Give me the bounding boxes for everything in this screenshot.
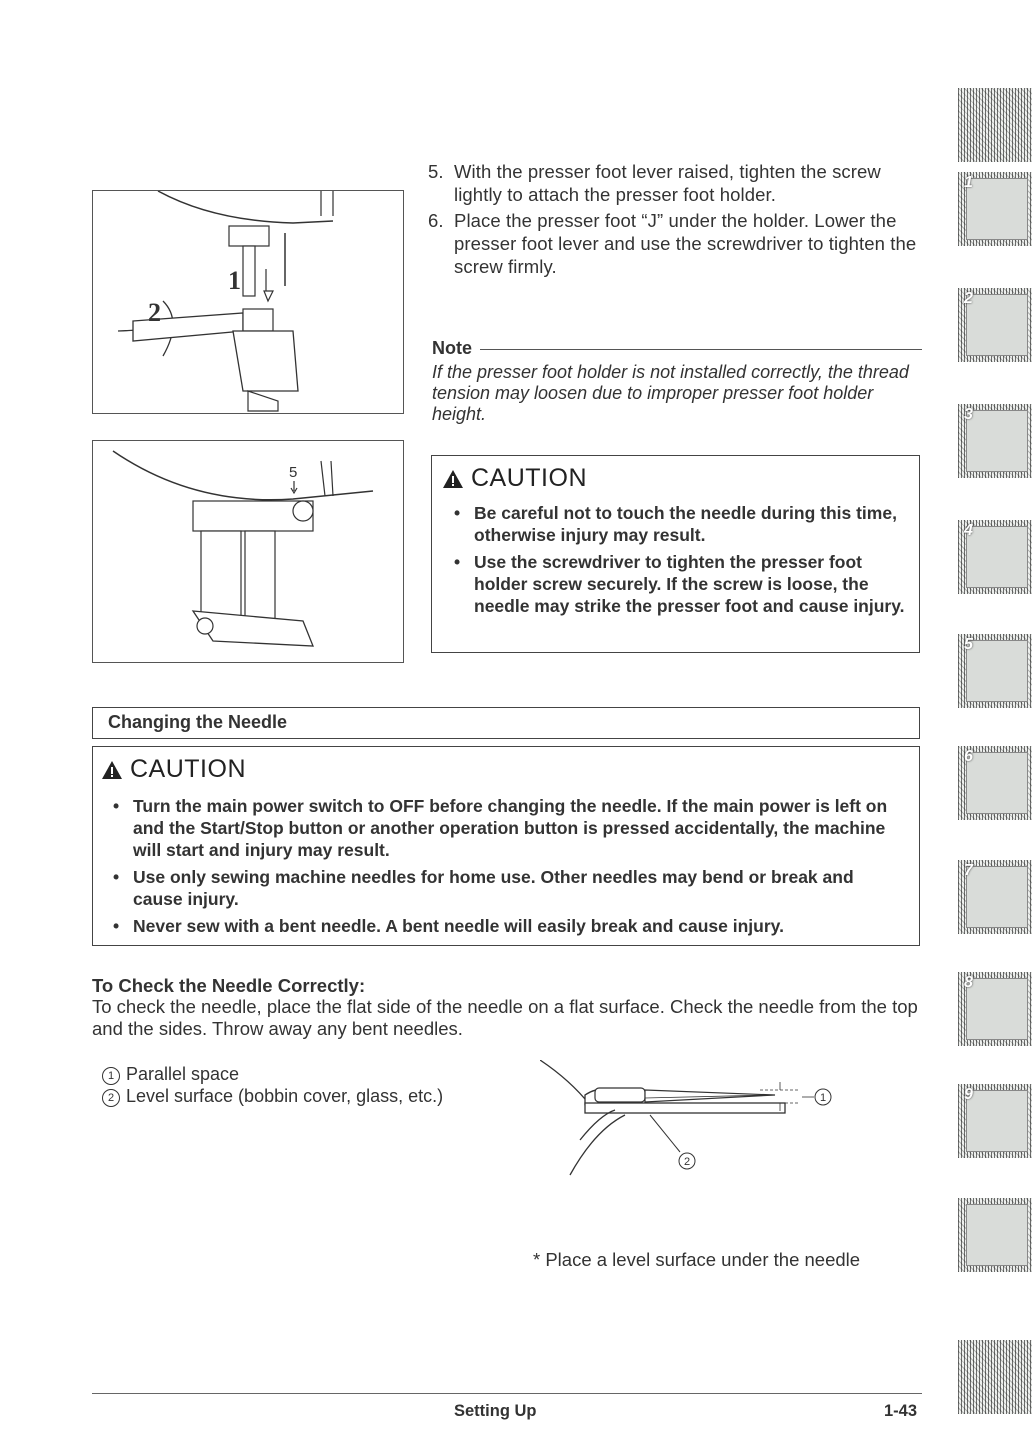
figure-attach-holder xyxy=(92,190,404,414)
caution-title-text: CAUTION xyxy=(471,464,587,492)
page-number: 1-43 xyxy=(884,1402,918,1420)
presser-foot-illustration xyxy=(93,441,403,662)
figure-legend xyxy=(102,1063,443,1107)
footer-section: Setting Up xyxy=(454,1402,537,1420)
tab-appendix[interactable] xyxy=(958,1198,1032,1272)
thread-spool-icon xyxy=(966,294,1028,356)
tab-number: 2 xyxy=(964,290,973,307)
embroidery-frame-icon xyxy=(966,640,1028,702)
circled-number: 2 xyxy=(102,1089,120,1107)
caution-list xyxy=(105,795,905,937)
warning-triangle-icon xyxy=(101,760,123,780)
tab-contents[interactable] xyxy=(958,88,1032,162)
tab-number: 6 xyxy=(964,748,973,765)
decorated-shirt-icon xyxy=(966,752,1028,814)
note-title: Note xyxy=(432,338,472,358)
tab-number: 4 xyxy=(964,522,973,539)
circled-number: 1 xyxy=(102,1067,120,1085)
tab-number: 8 xyxy=(964,974,973,991)
attach-holder-illustration xyxy=(93,191,403,413)
step-number: 6. xyxy=(428,210,444,231)
legend-item xyxy=(102,1063,443,1085)
figure-label-1: 1 xyxy=(228,266,241,295)
caution-box-presser-foot xyxy=(431,455,920,653)
check-needle-heading: To Check the Needle Correctly: xyxy=(92,975,366,996)
steps-list xyxy=(428,160,922,281)
step-text: With the presser foot lever raised, tighten the screw lightly to attach the presser foot holder. xyxy=(454,161,881,205)
step-6 xyxy=(428,209,922,278)
sewing-machine-icon xyxy=(966,178,1028,240)
footer-rule xyxy=(92,1393,922,1394)
tab-chapter-6[interactable] xyxy=(958,746,1032,820)
caution-item: • Use only sewing machine needles for home use. Other needles may bend or break and cause injury. xyxy=(105,866,905,910)
legend-text: Level surface (bobbin cover, glass, etc.) xyxy=(126,1086,444,1106)
caution-title xyxy=(101,755,246,784)
document-stack-icon xyxy=(966,1204,1028,1266)
shirt-icon xyxy=(966,410,1028,472)
caution-item: • Turn the main power switch to OFF before changing the needle. If the main power is left on and the Start/Stop button or another operation button is pressed accidentally, the machine will start and injury may result. xyxy=(105,795,905,861)
letter-shirt-icon xyxy=(966,526,1028,588)
tab-number: 9 xyxy=(964,1086,973,1103)
tab-chapter-1[interactable] xyxy=(958,172,1032,246)
figure-needle-check xyxy=(540,1060,860,1220)
tab-chapter-9[interactable] xyxy=(958,1084,1032,1158)
tab-chapter-2[interactable] xyxy=(958,288,1032,362)
caution-box-needle xyxy=(92,746,920,946)
maintenance-icon xyxy=(966,978,1028,1040)
caution-item: • Use the screwdriver to tighten the presser foot holder screw securely. If the screw is loose, the needle may strike the presser foot and cause injury. xyxy=(446,551,912,617)
tab-chapter-8[interactable] xyxy=(958,972,1032,1046)
figure-presser-foot xyxy=(92,440,404,663)
step-number: 5. xyxy=(428,161,444,182)
tab-number: 3 xyxy=(964,406,973,423)
figure-label-5: 5 xyxy=(289,464,298,481)
caution-title xyxy=(442,464,587,493)
section-heading-changing-needle xyxy=(92,707,920,739)
warning-triangle-icon xyxy=(442,469,464,489)
caution-title-text: CAUTION xyxy=(130,755,246,783)
caution-item: • Never sew with a bent needle. A bent needle will easily break and cause injury. xyxy=(105,915,905,937)
tab-number: 7 xyxy=(964,862,973,879)
footnote: * Place a level surface under the needle xyxy=(533,1249,861,1270)
check-needle-text: To check the needle, place the flat side of the needle on a flat surface. Check the needle from the top and the sides. Throw away any bent needles. xyxy=(92,996,918,1039)
note-rule xyxy=(480,349,922,350)
garment-icon xyxy=(966,866,1028,928)
note-text: If the presser foot holder is not installed correctly, the thread tension may loosen due to improper presser foot holder height. xyxy=(432,362,909,424)
note-heading xyxy=(432,338,922,359)
caution-list xyxy=(446,502,912,617)
step-text: Place the presser foot “J” under the holder. Lower the presser foot lever and use the screwdriver to tighten the screw firmly. xyxy=(454,210,917,277)
troubleshooting-icon xyxy=(966,1090,1028,1152)
tab-index[interactable] xyxy=(958,1340,1032,1414)
step-5 xyxy=(428,160,922,206)
needle-check-illustration xyxy=(540,1060,860,1220)
tab-chapter-5[interactable] xyxy=(958,634,1032,708)
tab-chapter-4[interactable] xyxy=(958,520,1032,594)
section-title: Changing the Needle xyxy=(108,712,288,732)
caution-item: • Be careful not to touch the needle during this time, otherwise injury may result. xyxy=(446,502,912,546)
needle-callout-2: 2 xyxy=(683,1156,691,1168)
tab-number: 5 xyxy=(964,636,973,653)
tab-number: 1 xyxy=(964,174,973,191)
tab-chapter-3[interactable] xyxy=(958,404,1032,478)
tab-chapter-7[interactable] xyxy=(958,860,1032,934)
legend-item xyxy=(102,1085,443,1107)
needle-callout-1: 1 xyxy=(819,1092,827,1104)
figure-label-2: 2 xyxy=(148,298,161,327)
legend-text: Parallel space xyxy=(126,1064,240,1084)
